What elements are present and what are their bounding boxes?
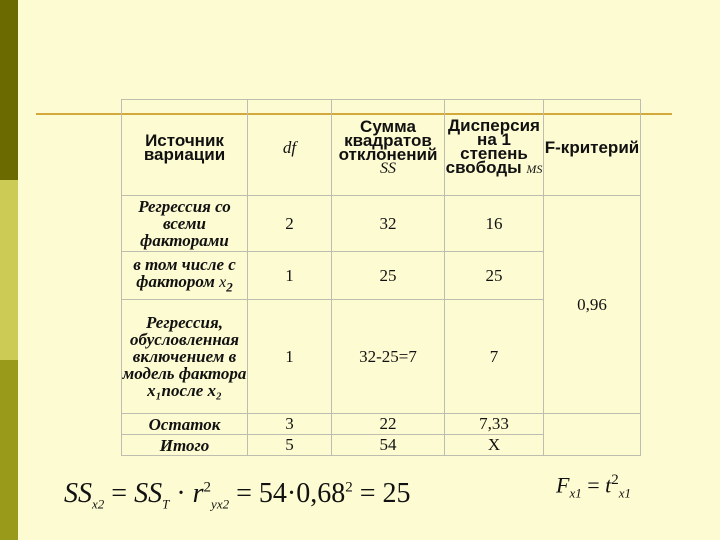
row-source: Остаток xyxy=(122,414,248,435)
f-value: 0,96 xyxy=(544,196,641,414)
table-row xyxy=(122,414,641,435)
row-source: Регрессия со всеми факторами xyxy=(122,196,248,252)
f-formula: $F_{x1} = t^2_{x1}$ xyxy=(556,472,632,501)
ss-formula: $SS_{x2} = SS_T \cdot r^2_{yx2} = 54\cdot 0,68^2 = 25$ xyxy=(64,478,411,512)
header-ms-symbol: MS xyxy=(526,162,543,176)
row-df: 1 xyxy=(248,252,332,300)
row-ss: 32-25=7 xyxy=(332,300,445,414)
row-ms: 7,33 xyxy=(445,414,544,435)
row-ss: 32 xyxy=(332,196,445,252)
header-f: F-критерий xyxy=(544,100,641,196)
header-df: df xyxy=(248,100,332,196)
row-ss: 22 xyxy=(332,414,445,435)
row-df: 2 xyxy=(248,196,332,252)
strip-segment-middle xyxy=(0,180,18,360)
strip-segment-bottom xyxy=(0,360,18,540)
row-df: 5 xyxy=(248,435,332,456)
row-source: в том числе с фактором $x_2$ xyxy=(122,252,248,300)
row-ss: 54 xyxy=(332,435,445,456)
header-source: Источник вариации xyxy=(122,100,248,196)
row-ss: 25 xyxy=(332,252,445,300)
header-ss: Сумма квадратов отклонений SS xyxy=(332,100,445,196)
strip-segment-top xyxy=(0,0,18,180)
row-df: 1 xyxy=(248,300,332,414)
f-empty-cell xyxy=(544,414,641,456)
row-ms: 25 xyxy=(445,252,544,300)
row-source: Регрессия, обусловленная включением в модель фактора x₁после x₂ xyxy=(122,300,248,414)
anova-table xyxy=(121,99,641,456)
header-ss-symbol: SS xyxy=(380,159,396,177)
row-source: Итого xyxy=(122,435,248,456)
row-ms: 7 xyxy=(445,300,544,414)
row-ms: X xyxy=(445,435,544,456)
header-ms: Дисперсия на 1 степень свободы MS xyxy=(445,100,544,196)
left-decor-strip xyxy=(0,0,18,540)
table-header-row xyxy=(122,100,641,196)
row-df: 3 xyxy=(248,414,332,435)
table-row xyxy=(122,196,641,252)
row-ms: 16 xyxy=(445,196,544,252)
